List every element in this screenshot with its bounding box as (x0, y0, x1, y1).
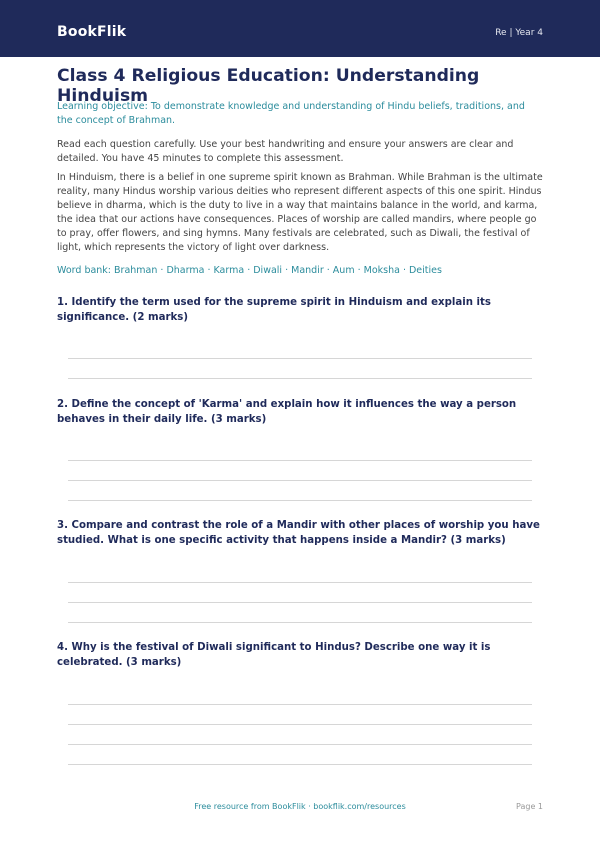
answer-line[interactable] (68, 724, 532, 725)
question-4: 4. Why is the festival of Diwali significant to Hindus? Describe one way it is celebrated. (3 marks) (57, 642, 491, 668)
answer-line[interactable] (68, 704, 532, 705)
footer-link[interactable]: Free resource from BookFlik · bookflik.com/resources (194, 802, 406, 811)
answer-line[interactable] (68, 582, 532, 583)
answer-line[interactable] (68, 602, 532, 603)
reading-passage: In Hinduism, there is a belief in one supreme spirit known as Brahman. While Brahman is the ultimate reality, many Hindus worship various deities who represent different aspects of this one spirit. Hindus believe in dharma, which is the duty to live in a way that maintains balance in the world, and karma, the idea that our actions have consequences. Places of worship are called mandirs, where people go to pray, offer flowers, and sing hymns. Many festivals are celebrated, such as Diwali, the festival of light, which represents the victory of light over darkness. (57, 172, 543, 253)
answer-line[interactable] (68, 500, 532, 501)
answer-line[interactable] (68, 744, 532, 745)
page-number: Page 1 (516, 802, 543, 811)
answer-line[interactable] (68, 480, 532, 481)
subject-year-label: Re | Year 4 (495, 28, 543, 38)
question-3: 3. Compare and contrast the role of a Mandir with other places of worship you have studied. What is one specific activity that happens inside a Mandir? (3 marks) (57, 520, 540, 546)
answer-line[interactable] (68, 764, 532, 765)
word-bank: Word bank: Brahman · Dharma · Karma · Diwali · Mandir · Aum · Moksha · Deities (57, 265, 442, 276)
brand-logo-text[interactable]: BookFlik (57, 24, 127, 40)
answer-line[interactable] (68, 622, 532, 623)
question-2: 2. Define the concept of 'Karma' and explain how it influences the way a person behaves in their daily life. (3 marks) (57, 399, 517, 425)
instructions-text: Read each question carefully. Use your best handwriting and ensure your answers are clear and detailed. You have 45 minutes to complete this assessment. (57, 139, 514, 164)
answer-line[interactable] (68, 378, 532, 379)
header-bar (0, 0, 600, 57)
learning-objective: Learning objective: To demonstrate knowledge and understanding of Hindu beliefs, traditions, and the concept of Brahman. (57, 101, 525, 126)
answer-line[interactable] (68, 460, 532, 461)
page-title: Class 4 Religious Education: Understanding Hinduism (57, 66, 480, 106)
question-1: 1. Identify the term used for the supreme spirit in Hinduism and explain its significance. (2 marks) (57, 297, 491, 323)
answer-line[interactable] (68, 358, 532, 359)
